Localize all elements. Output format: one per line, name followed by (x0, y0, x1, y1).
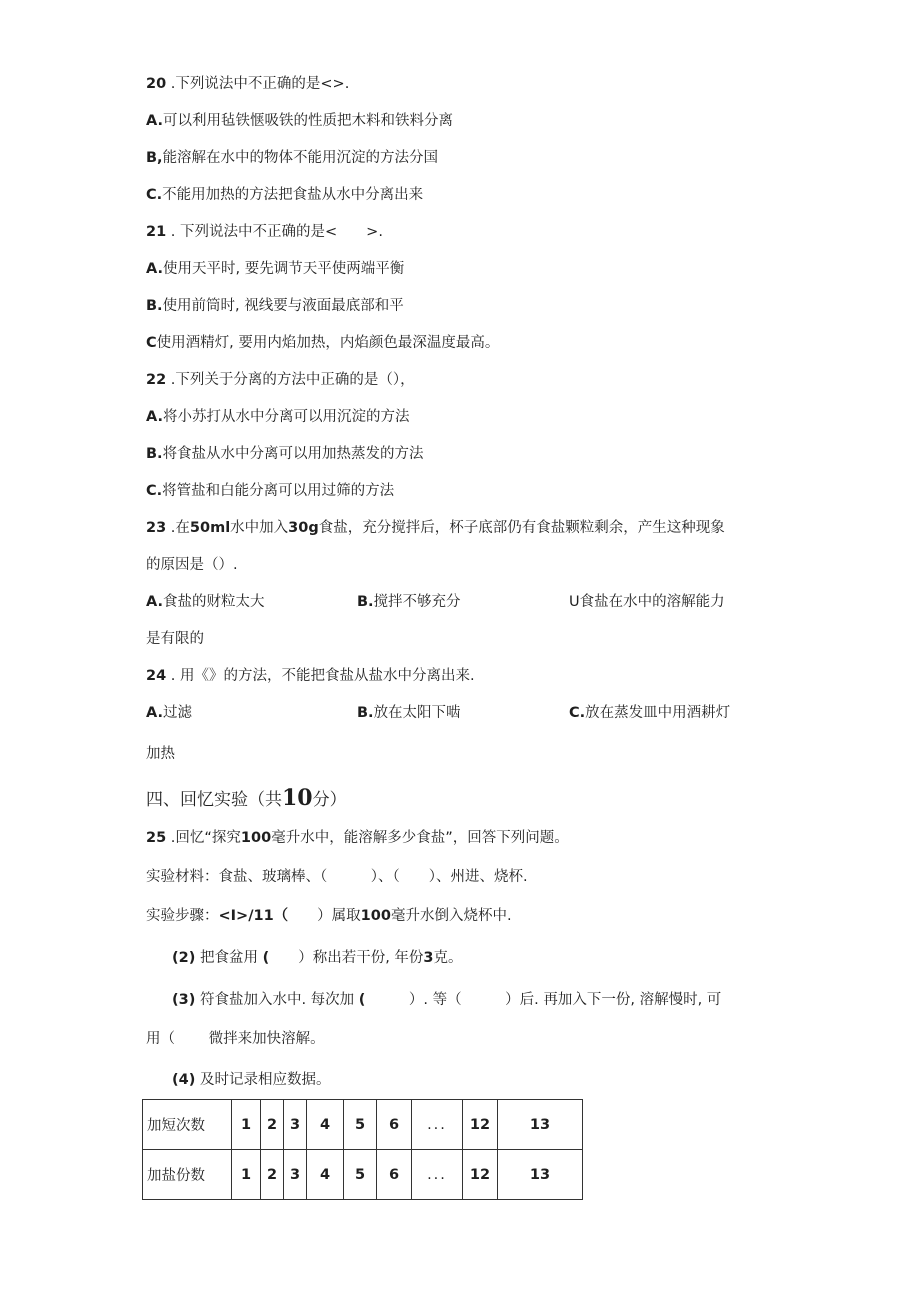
q24-option-a-key: A. (146, 705, 163, 721)
table-cell: 4 (307, 1150, 344, 1200)
q22-option-c-text: 将管盐和白能分离可以用过筛的方法 (162, 483, 395, 499)
q20-option-c-key: C. (146, 187, 163, 203)
section-heading-post: 分） (312, 790, 347, 810)
q21-number: 21 (146, 224, 167, 240)
q25-step-2-amount: 3 (423, 950, 434, 966)
q23-option-b-text: 搅拌不够充分 (373, 594, 461, 610)
q25-step-2-paren: ( (262, 950, 270, 966)
q20-option-c (146, 186, 423, 204)
q23-stem (146, 519, 725, 537)
q22-stem-text: .下列关于分离的方法中正确的是（）， (166, 372, 415, 388)
q25-volume: 100 (240, 830, 272, 846)
q20-option-b (146, 149, 438, 167)
q20-option-b-key: B, (146, 150, 163, 166)
q20-option-a-text: 可以利用毡铁惬吸铁的性质把木料和铁料分离 (163, 113, 453, 129)
q25-step-3 (172, 991, 721, 1009)
q25-step-2-mid: ）称出若干份, 年份 (269, 950, 424, 966)
q20-option-b-text: 能溶解在水中的物体不能用沉淀的方法分国 (162, 150, 439, 166)
q25-step-2 (172, 949, 463, 967)
q21-option-a-text: 使用天平时, 要先调节天平使两端平衡 (163, 261, 405, 277)
q21-option-b-key: B. (146, 298, 163, 314)
q25-step-2-pre: 把食盆用 (195, 950, 263, 966)
q25-step-1-post: 毫升水倒入烧杯中. (390, 908, 512, 924)
table-cell: 12 (463, 1100, 498, 1150)
q22-number: 22 (146, 372, 167, 388)
q23-option-c: U食盐在水中的溶解能力 (569, 594, 725, 610)
q23-volume: 50ml (189, 520, 231, 536)
q25-step-3-marker: (3) (172, 992, 196, 1008)
table-cell: ... (412, 1100, 463, 1150)
q21-option-b (146, 297, 404, 315)
q24-option-c-cont: 加热 (146, 746, 175, 762)
q22-option-b-text: 将食盐从水中分离可以用加热蒸发的方法 (162, 446, 424, 462)
table-row (143, 1100, 583, 1150)
q21-stem-text: . 下列说法中不正确的是< >. (166, 224, 383, 240)
q21-option-b-text: 使用前筒时, 视线要与液面最底部和平 (162, 298, 404, 314)
table-cell: 13 (498, 1100, 583, 1150)
q24-option-a-text: 过滤 (163, 705, 192, 721)
table-cell: 3 (284, 1100, 307, 1150)
q23-stem-mid: 水中加入 (230, 520, 289, 536)
q25-step-3-line2: 用（ 微拌来加快溶解。 (146, 1031, 325, 1047)
table-cell: 3 (284, 1150, 307, 1200)
q22-option-b-key: B. (146, 446, 163, 462)
q22-option-a-key: A. (146, 409, 163, 425)
q22-option-c (146, 482, 394, 500)
q25-steps-label: 实验步骤： (146, 908, 219, 924)
table-cell: 4 (307, 1100, 344, 1150)
q25-step-3-pre: 符食盐加入水中. 每次加 (195, 992, 359, 1008)
q25-step-2-marker: (2) (172, 950, 196, 966)
q25-stem-post: 毫升水中，能溶解多少食盐”，回答下列问题。 (271, 830, 569, 846)
q20-stem (146, 75, 349, 93)
q25-step-4-marker: (4) (172, 1072, 196, 1088)
q25-step-1-marker: <I>/11（ (218, 908, 289, 924)
record-table (142, 1099, 583, 1200)
q25-step-2-post: 克。 (433, 950, 463, 966)
q24-stem-text: . 用《》的方法，不能把食盐从盐水中分离出来. (166, 668, 475, 684)
q24-option-b-text: 放在太阳下啮 (373, 705, 461, 721)
q25-number: 25 (146, 830, 167, 846)
q23-stem-pre: .在 (166, 520, 190, 536)
q22-stem (146, 371, 415, 389)
q24-option-c-text: 放在蒸发皿中用酒耕灯 (585, 705, 731, 721)
q24-option-a (146, 704, 192, 722)
q21-option-a-key: A. (146, 261, 163, 277)
q21-option-a (146, 260, 404, 278)
q22-option-a (146, 408, 410, 426)
table-row-label: 加短次数 (143, 1100, 232, 1150)
q21-option-c-text: 使用酒精灯, 要用内焰加热，内焰颜色最深温度最高。 (156, 335, 500, 351)
table-cell: 5 (344, 1150, 377, 1200)
q25-materials: 实验材料：食盐、玻璃棒、（ ）、（ ）、州进、烧杯. (146, 869, 528, 885)
q24-number: 24 (146, 668, 167, 684)
q23-option-a-text: 食盐的财粒太大 (163, 594, 265, 610)
q20-option-c-text: 不能用加热的方法把食盐从水中分离出来 (162, 187, 424, 203)
q23-mass: 30g (288, 520, 319, 536)
q21-stem (146, 223, 383, 241)
section-heading-pre: 四、回忆实验（共 (146, 790, 282, 810)
q22-option-b (146, 445, 424, 463)
q25-step-4-text: 及时记录相应数据。 (195, 1072, 331, 1088)
q23-option-c-cont: 是有限的 (146, 631, 204, 647)
q22-option-c-key: C. (146, 483, 163, 499)
q23-option-b (357, 593, 461, 611)
table-row-label: 加盐份数 (143, 1150, 232, 1200)
q25-stem (146, 829, 569, 847)
q25-step-3-paren: ( (358, 992, 366, 1008)
q20-option-a (146, 112, 453, 130)
q20-option-a-key: A. (146, 113, 163, 129)
q25-step-1-mid: ）属取 (288, 908, 361, 924)
q20-number: 20 (146, 76, 167, 92)
q25-step-1-volume: 100 (360, 908, 391, 924)
q25-step-1 (146, 907, 512, 925)
q25-stem-pre: .回忆“探究 (166, 830, 241, 846)
q24-option-b-key: B. (357, 705, 374, 721)
table-cell: 1 (232, 1100, 261, 1150)
table-row (143, 1150, 583, 1200)
q25-step-3-post: ）. 等（ ）后. 再加入下一份, 溶解慢时, 可 (365, 992, 722, 1008)
table-cell: ... (412, 1150, 463, 1200)
table-cell: 13 (498, 1150, 583, 1200)
q23-number: 23 (146, 520, 167, 536)
table-cell: 6 (377, 1100, 412, 1150)
q23-option-a-key: A. (146, 594, 163, 610)
table-cell: 2 (261, 1100, 284, 1150)
q25-step-4 (172, 1071, 330, 1089)
q20-stem-text: .下列说法中不正确的是<>. (166, 76, 350, 92)
q24-option-c-key: C. (569, 705, 586, 721)
q24-stem (146, 667, 475, 685)
q23-stem-line2: 的原因是（）. (146, 557, 238, 573)
q23-option-a (146, 593, 265, 611)
q22-option-a-text: 将小苏打从水中分离可以用沉淀的方法 (163, 409, 410, 425)
table-cell: 6 (377, 1150, 412, 1200)
table-cell: 2 (261, 1150, 284, 1200)
q23-stem-post: 食盐，充分搅拌后，杯子底部仍有食盐颗粒剩余，产生这种现象 (318, 520, 725, 536)
section-heading (146, 787, 347, 811)
table-cell: 12 (463, 1150, 498, 1200)
section-score: 10 (282, 785, 313, 811)
table-cell: 1 (232, 1150, 261, 1200)
q21-option-c (146, 334, 499, 352)
q24-option-c (569, 704, 730, 722)
q24-option-b (357, 704, 461, 722)
q23-option-b-key: B. (357, 594, 374, 610)
q21-option-c-key: C (146, 335, 157, 351)
table-cell: 5 (344, 1100, 377, 1150)
